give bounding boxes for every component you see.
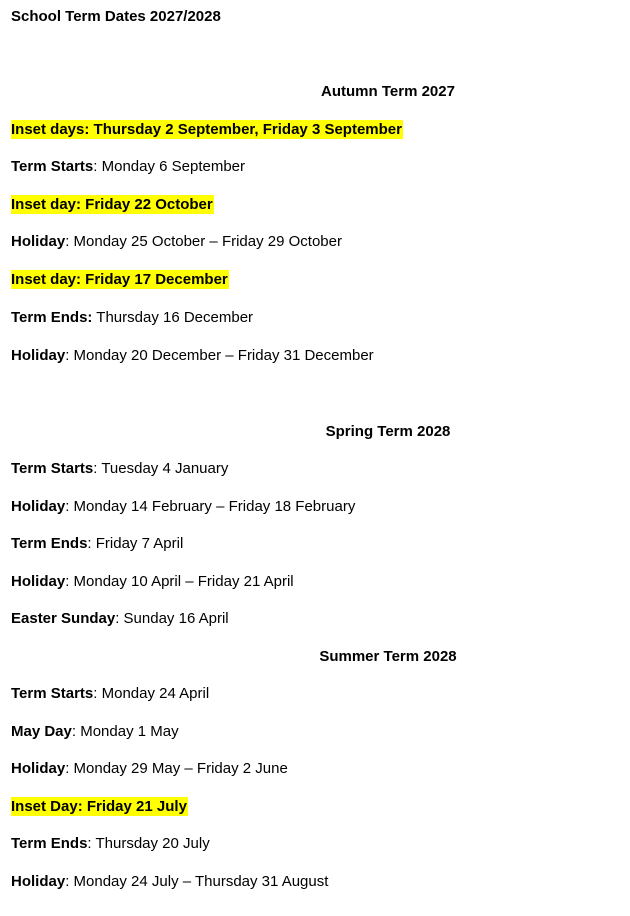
summer-holiday-july-value: : Monday 24 July – Thursday 31 August	[65, 873, 329, 890]
summer-holiday-july	[11, 872, 328, 892]
autumn-inset-days-text: Inset days: Thursday 2 September, Friday 3 September	[11, 121, 402, 138]
spring-easter-sunday-value: : Sunday 16 April	[115, 610, 229, 627]
autumn-inset-days	[11, 120, 403, 140]
autumn-holiday-december-label: Holiday	[11, 347, 66, 364]
autumn-term-ends-label: Term Ends:	[11, 309, 93, 326]
summer-holiday-may-value: : Monday 29 May – Friday 2 June	[65, 760, 288, 777]
autumn-holiday-december-value: : Monday 20 December – Friday 31 December	[65, 347, 374, 364]
summer-holiday-may-label: Holiday	[11, 760, 66, 777]
autumn-inset-day-december-text: Inset day: Friday 17 December	[11, 271, 228, 288]
spring-holiday-february-label: Holiday	[11, 498, 66, 515]
autumn-holiday-october	[11, 232, 342, 252]
autumn-term-starts	[11, 157, 245, 177]
spring-holiday-april	[11, 572, 294, 592]
autumn-holiday-december	[11, 346, 374, 366]
autumn-holiday-october-value: : Monday 25 October – Friday 29 October	[65, 233, 342, 250]
autumn-term-starts-label: Term Starts	[11, 158, 94, 175]
summer-term-ends-label: Term Ends	[11, 835, 88, 852]
spring-holiday-april-label: Holiday	[11, 573, 66, 590]
autumn-inset-day-october-text: Inset day: Friday 22 October	[11, 196, 213, 213]
spring-holiday-february	[11, 497, 355, 517]
summer-may-day	[11, 722, 179, 742]
summer-may-day-label: May Day	[11, 723, 72, 740]
summer-holiday-july-label: Holiday	[11, 873, 66, 890]
summer-term-starts	[11, 684, 209, 704]
autumn-term-ends	[11, 308, 253, 328]
summer-may-day-value: : Monday 1 May	[71, 723, 179, 740]
autumn-holiday-october-label: Holiday	[11, 233, 66, 250]
spring-easter-sunday	[11, 609, 229, 629]
spring-term-starts-label: Term Starts	[11, 460, 94, 477]
spring-term-heading: Spring Term 2028	[325, 423, 451, 440]
spring-term-ends-value: : Friday 7 April	[87, 535, 184, 552]
summer-term-starts-value: : Monday 24 April	[93, 685, 210, 702]
summer-inset-day-july	[11, 797, 188, 817]
spring-holiday-april-value: : Monday 10 April – Friday 21 April	[65, 573, 294, 590]
spring-easter-sunday-label: Easter Sunday	[11, 610, 116, 627]
summer-term-ends-value: : Thursday 20 July	[87, 835, 210, 852]
autumn-term-starts-value: : Monday 6 September	[93, 158, 246, 175]
autumn-term-ends-value: Thursday 16 December	[92, 309, 254, 326]
summer-term-ends	[11, 834, 210, 854]
spring-term-ends-label: Term Ends	[11, 535, 88, 552]
summer-term-heading: Summer Term 2028	[319, 648, 457, 665]
autumn-inset-day-december	[11, 270, 229, 290]
spring-term-ends	[11, 534, 183, 554]
autumn-term-heading: Autumn Term 2027	[321, 83, 455, 100]
summer-term-starts-label: Term Starts	[11, 685, 94, 702]
document-title: School Term Dates 2027/2028	[11, 8, 221, 25]
spring-holiday-february-value: : Monday 14 February – Friday 18 February	[65, 498, 356, 515]
autumn-inset-day-october	[11, 195, 214, 215]
spring-term-starts-value: : Tuesday 4 January	[93, 460, 229, 477]
spring-term-starts	[11, 459, 228, 479]
summer-inset-day-july-text: Inset Day: Friday 21 July	[11, 798, 187, 815]
summer-holiday-may	[11, 759, 288, 779]
